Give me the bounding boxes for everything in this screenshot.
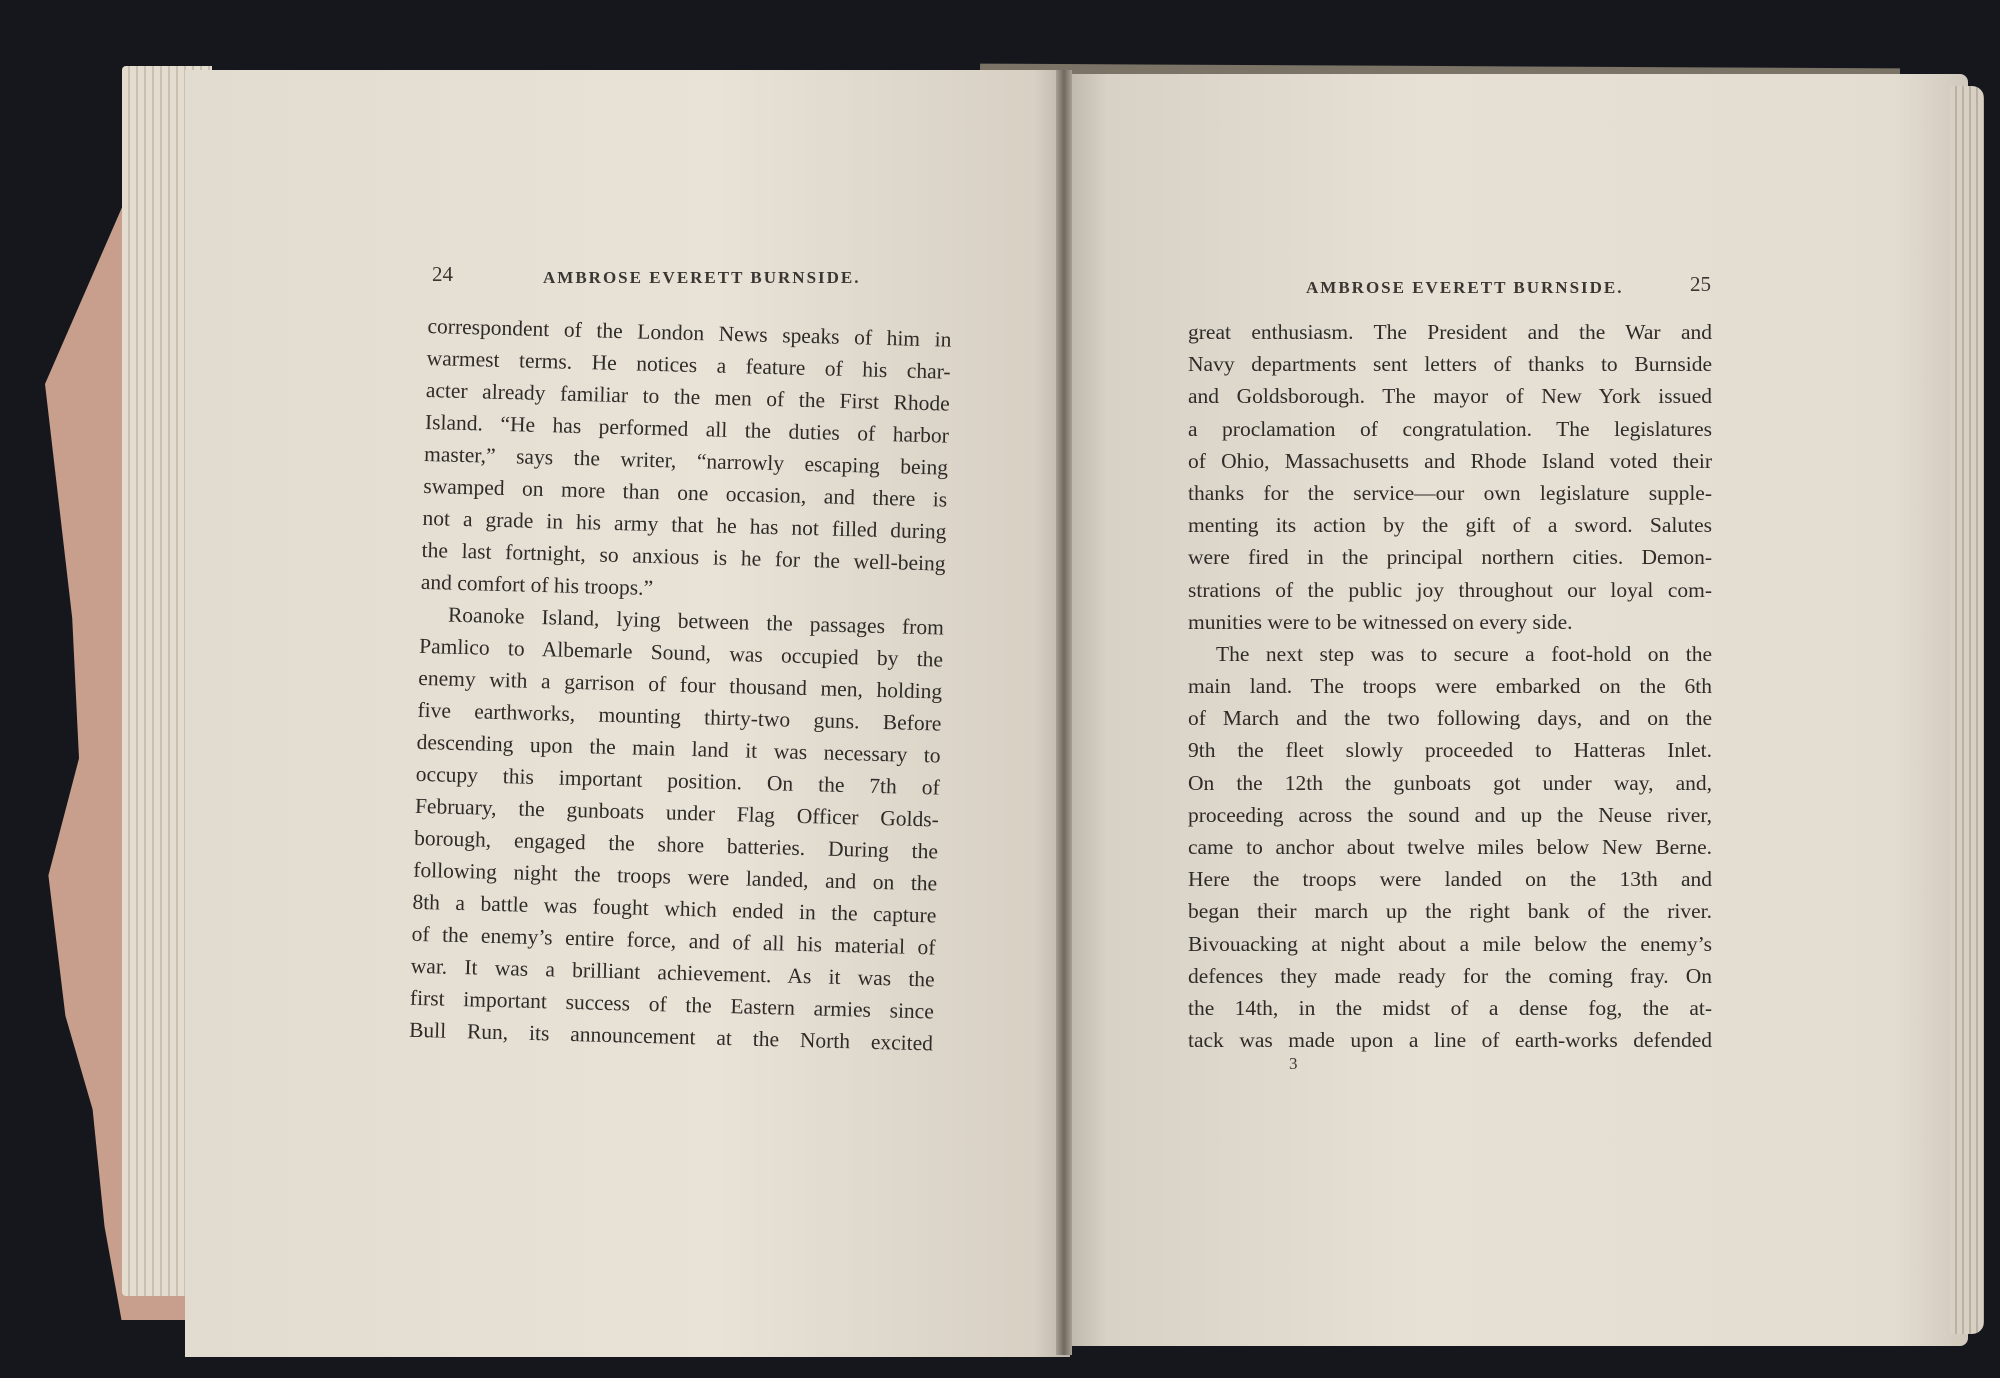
left-page-number: 24	[432, 262, 453, 286]
text-line: of Ohio, Massachusetts and Rhode Island voted their	[1188, 448, 1712, 473]
text-line: following night the troops were landed, and on the	[413, 857, 938, 896]
text-line: Bull Run, its announcement at the North excited	[408, 1017, 934, 1056]
text-line: 8th a battle was fought which ended in the capture	[412, 889, 937, 928]
page-stack-right	[1950, 86, 1984, 1334]
text-line: were fired in the principal northern cities. Demon-	[1188, 545, 1712, 570]
left-running-head: AMBROSE EVERETT BURNSIDE.	[543, 268, 861, 287]
text-line: correspondent of the London News speaks of him in	[427, 313, 952, 352]
right-page-body	[1188, 316, 1712, 1056]
text-line: and Goldsborough. The mayor of New York issued	[1188, 384, 1712, 409]
text-line: five earthworks, mounting thirty-two guns. Before	[417, 697, 942, 736]
text-line: enemy with a garrison of four thousand men, holding	[418, 665, 943, 704]
text-line: occupy this important position. On the 7th of	[415, 761, 940, 800]
text-line: tack was made upon a line of earth-works defended	[1188, 1028, 1712, 1053]
text-line: proceeding across the sound and up the Neuse river,	[1188, 802, 1712, 827]
text-line: Here the troops were landed on the 13th and	[1188, 867, 1712, 892]
text-line: Roanoke Island, lying between the passages from	[447, 602, 945, 640]
text-line: defences they made ready for the coming fray. On	[1188, 963, 1712, 988]
text-line: acter already familiar to the men of the First Rhode	[425, 377, 951, 416]
text-line: February, the gunboats under Flag Officer Golds-	[414, 793, 940, 832]
text-line: descending upon the main land it was necessary to	[416, 729, 941, 768]
text-line: of the enemy’s entire force, and of all his material of	[411, 921, 936, 960]
text-line: the last fortnight, so anxious is he for the well-being	[421, 537, 946, 576]
text-line: not a grade in his army that he has not filled during	[422, 505, 947, 544]
text-line: great enthusiasm. The President and the War and	[1188, 320, 1712, 344]
text-line: and comfort of his troops.”	[420, 569, 654, 600]
text-line: Bivouacking at night about a mile below the enemy’s	[1188, 931, 1712, 956]
right-running-head: AMBROSE EVERETT BURNSIDE.	[1306, 278, 1624, 297]
text-line: warmest terms. He notices a feature of his char-	[426, 345, 951, 384]
text-line: Island. “He has performed all the duties of harbor	[424, 409, 950, 448]
text-line: menting its action by the gift of a sword. Salutes	[1188, 513, 1712, 538]
text-line: strations of the public joy throughout our loyal com-	[1188, 577, 1712, 602]
text-line: came to anchor about twelve miles below New Berne.	[1188, 835, 1712, 859]
signature-mark: 3	[1289, 1054, 1298, 1073]
text-line: On the 12th the gunboats got under way, and,	[1188, 770, 1712, 795]
text-line: thanks for the service—our own legislature supple-	[1188, 480, 1712, 505]
text-line: Navy departments sent letters of thanks to Burnside	[1188, 352, 1712, 377]
text-line: The next step was to secure a foot-hold on the	[1216, 641, 1712, 666]
text-line: munities were to be witnessed on every side.	[1188, 609, 1573, 634]
text-line: master,” says the writer, “narrowly escaping being	[423, 441, 949, 480]
text-line: swamped on more than one occasion, and there is	[423, 473, 948, 512]
text-line: first important success of the Eastern armies since	[409, 985, 935, 1024]
right-page-number: 25	[1690, 272, 1711, 296]
left-page-body	[409, 310, 952, 1059]
text-line: began their march up the right bank of the river.	[1188, 899, 1712, 924]
text-line: of March and the two following days, and on the	[1188, 706, 1712, 731]
text-line: war. It was a brilliant achievement. As it was the	[410, 953, 935, 992]
text-line: the 14th, in the midst of a dense fog, the at-	[1188, 995, 1712, 1020]
text-line: borough, engaged the shore batteries. During the	[413, 825, 939, 864]
text-line: main land. The troops were embarked on the 6th	[1188, 674, 1712, 699]
text-line: 9th the fleet slowly proceeded to Hatteras Inlet.	[1188, 738, 1712, 763]
text-line: a proclamation of congratulation. The legislatures	[1188, 416, 1712, 441]
book-gutter	[1056, 70, 1072, 1355]
text-line: Pamlico to Albemarle Sound, was occupied by the	[418, 633, 944, 672]
